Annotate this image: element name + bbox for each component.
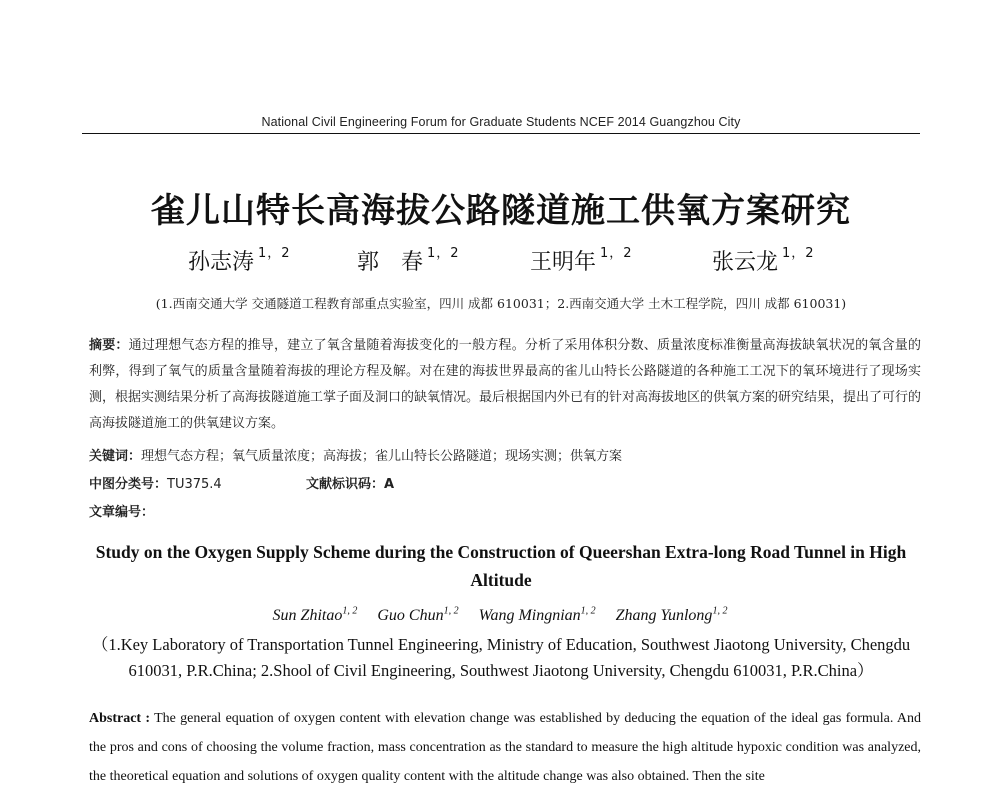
author-cn-affil-mark: 1，2 [427, 245, 460, 261]
author-en-3 [479, 607, 596, 624]
chinese-abstract [89, 333, 921, 437]
header-rule [82, 133, 920, 134]
abstract-en-label: Abstract : [89, 711, 151, 726]
author-en-1 [273, 607, 358, 624]
article-number-line [89, 501, 154, 520]
keywords-label: 关键词： [89, 449, 142, 464]
author-cn-affil-mark: 1，2 [600, 245, 633, 261]
doc-code-value: A [384, 477, 395, 492]
abstract-cn-label: 摘要： [89, 338, 129, 353]
author-cn-2 [357, 245, 460, 276]
author-en-affil-mark: 1, 2 [342, 606, 358, 617]
author-cn-name: 张云龙 [712, 250, 779, 275]
chinese-authors [0, 245, 1000, 281]
author-en-affil-mark: 1, 2 [712, 606, 728, 617]
author-cn-name: 郭 春 [357, 250, 424, 275]
author-cn-affil-mark: 1，2 [258, 245, 291, 261]
chinese-title: 雀儿山特长高海拔公路隧道施工供氧方案研究 [151, 191, 851, 231]
author-cn-affil-mark: 1，2 [782, 245, 815, 261]
english-abstract [89, 704, 921, 791]
english-affiliation: （1.Key Laboratory of Transportation Tunnel Engineering, Ministry of Education, Southwest Jiaotong University, Chengdu 610031, P.R.China; 2.Shool of Civil Engineering, Southwest Jiaotong University, Chengdu 610031, P.R.China） [91, 635, 911, 680]
abstract-en-text: The general equation of oxygen content with elevation change was established by deducing the equation of the ideal gas formula. And the pros and cons of choosing the volume fraction, mass concentration as the standard to measure the high altitude hypoxic condition was analyzed, the theoretical equation and solutions of oxygen quality content with the altitude change was also obtained. Then the site [89, 711, 921, 784]
author-en-affil-mark: 1, 2 [580, 606, 596, 617]
author-en-2 [377, 607, 458, 624]
author-cn-3 [530, 245, 633, 276]
author-en-name: Sun Zhitao [272, 607, 343, 625]
author-en-affil-mark: 1, 2 [443, 606, 459, 617]
author-cn-name: 王明年 [530, 250, 597, 275]
chinese-affiliation: (1.西南交通大学 交通隧道工程教育部重点实验室，四川 成都 610031；2.西南交通大学 土木工程学院，四川 成都 610031) [155, 296, 847, 311]
english-title: Study on the Oxygen Supply Scheme during the Construction of Queershan Extra-long Road Tunnel in High Altitude [95, 542, 907, 590]
author-en-name: Zhang Yunlong [615, 607, 713, 625]
clc-value: TU375.4 [167, 477, 222, 492]
article-number-label: 文章编号： [89, 505, 155, 520]
abstract-cn-text: 通过理想气态方程的推导，建立了氧含量随着海拔变化的一般方程。分析了采用体积分数、质量浓度标准衡量高海拔缺氧状况的氧含量的利弊，得到了氧气的质量含量随着海拔的理论方程及解。对在建的海拔世界最高的雀儿山特长公路隧道的各种施工工况下的氧环境进行了现场实测，根据实测结果分析了高海拔隧道施工掌子面及洞口的缺氧情况。最后根据国内外已有的针对高海拔地区的供氧方案的研究结果，提出了可行的高海拔隧道施工的供氧建议方案。 [89, 338, 922, 431]
author-cn-4 [712, 245, 815, 276]
author-cn-1 [188, 245, 291, 276]
author-en-4 [616, 607, 728, 624]
clc-label: 中图分类号： [89, 477, 168, 492]
classification-line [89, 473, 394, 492]
english-authors [0, 606, 1000, 625]
running-header: National Civil Engineering Forum for Graduate Students NCEF 2014 Guangzhou City [261, 115, 741, 129]
doc-code-label: 文献标识码： [305, 477, 384, 492]
author-en-name: Wang Mingnian [478, 607, 581, 625]
keywords-text: 理想气态方程；氧气质量浓度；高海拔；雀儿山特长公路隧道；现场实测；供氧方案 [141, 449, 623, 464]
author-cn-name: 孙志涛 [188, 250, 255, 275]
author-en-name: Guo Chun [377, 607, 444, 625]
chinese-keywords [89, 445, 622, 464]
